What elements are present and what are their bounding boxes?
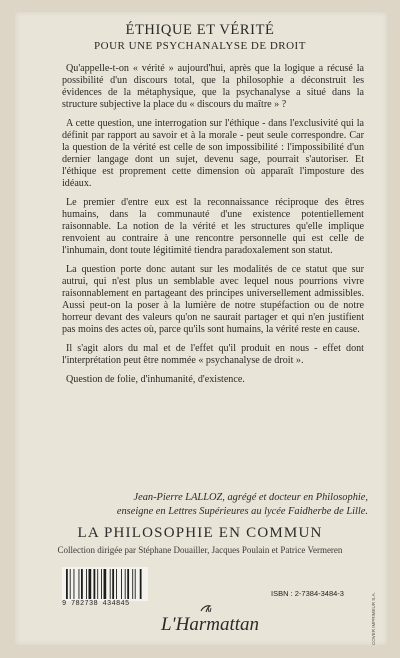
- author-bio-line-2: enseigne en Lettres Supérieures au lycée Faidherbe de Lille.: [116, 506, 368, 517]
- blurb-paragraph-2: A cette question, une interrogation sur l'éthique - dans l'exclusivité qui la définit par rapport au savoir et à la morale - peut seule correspondre. Car la question de la vérité est celle de son impossibilité : l'impossibilité d'un dernier langage dont un sujet, devenu sage, pourrait s'autoriser. Et l'éthique est proprement cette dimension où apparaît l'imposture des idéaux.: [62, 117, 364, 190]
- book-title: ÉTHIQUE ET VÉRITÉ: [125, 22, 275, 38]
- harmattan-logo: [150, 604, 270, 638]
- barcode-number: 9 782738 434845: [62, 600, 130, 608]
- blurb-paragraph-4: La question porte donc autant sur les modalités de ce statut que sur autrui, qui n'est plus un semblable avec lequel nous pourrions vivre raisonnablement en partageant des principes universellement admissibles. Aussi peut-on la poser à la lumière de notre stupéfaction ou de notre horreur devant des valeurs qu'on ne saurait partager et qui n'en justifient pas moins des actes où, parce qu'ils sont humains, la vérité reste en cause.: [62, 263, 364, 336]
- barcode: [62, 567, 148, 601]
- barcode-bars: [66, 569, 144, 599]
- author-bio-line-1: Jean-Pierre LALLOZ, agrégé et docteur en Philosophie,: [133, 492, 368, 503]
- author-bio: [50, 491, 368, 519]
- blurb-paragraph-5: Il s'agit alors du mal et de l'effet qu'il produit en nous - effet dont l'interprétation peut être nommée « psychanalyse de droit ».: [62, 342, 364, 367]
- svg-text:L'Harmattan: L'Harmattan: [160, 614, 260, 635]
- printer-credit: COVER IMPRIMEUR S.A.: [371, 592, 376, 645]
- collection-directors: Collection dirigée par Stéphane Douailler, Jacques Poulain et Patrice Vermeren: [57, 545, 343, 555]
- blurb-paragraph-1: Qu'appelle-t-on « vérité » aujourd'hui, après que la logique a récusé la possibilité d'un discours total, que la philosophie a déconstruit les évidences de la métaphysique, que la psychanalyse a situé dans la structure subjective la place du « discours du maître » ?: [62, 63, 364, 111]
- blurb-paragraph-6: Question de folie, d'inhumanité, d'existence.: [66, 373, 245, 385]
- publisher-logo: [150, 604, 270, 638]
- book-subtitle: POUR UNE PSYCHANALYSE DE DROIT: [94, 40, 306, 52]
- blurb-paragraph-3: Le premier d'entre eux est la reconnaissance réciproque des êtres humains, dans la communauté d'une existence potentiellement raisonnable. La notion de la vérité et les structures qu'elle implique renvoient au contraire à une rencontre personnelle qui est celle de l'inhumain, dont toute légitimité tiendra paradoxalement son statut.: [62, 196, 364, 257]
- isbn: ISBN : 2-7384-3484-3: [271, 589, 344, 598]
- blurb: [62, 63, 364, 392]
- collection-title: LA PHILOSOPHIE EN COMMUN: [77, 525, 323, 541]
